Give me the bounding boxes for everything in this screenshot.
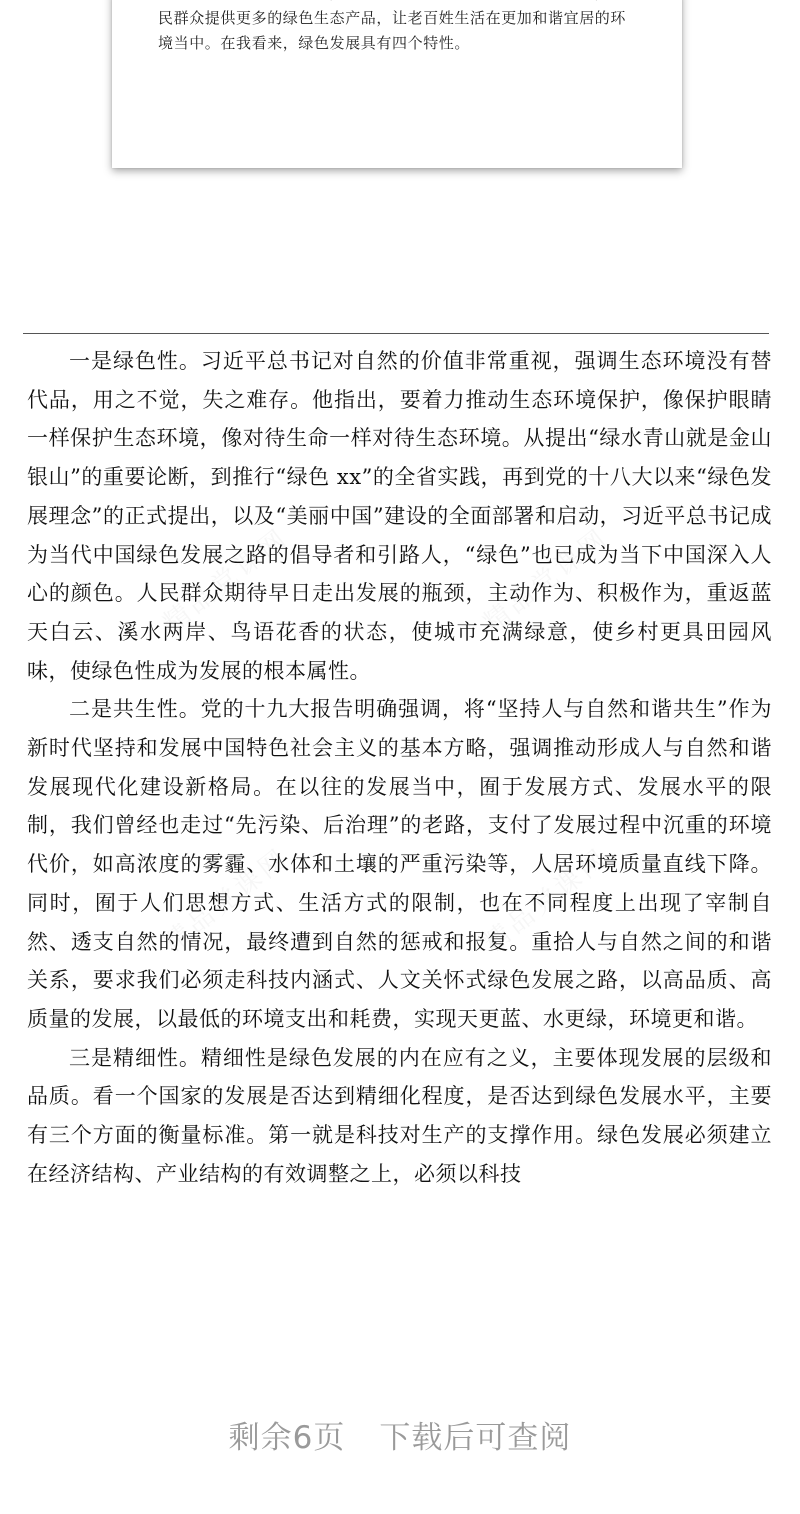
- paragraph-refinement: 三是精细性。精细性是绿色发展的内在应有之义，主要体现发展的层级和品质。看一个国家的发展是否达到精细化程度，是否达到绿色发展水平，主要有三个方面的衡量标准。第一就是科技对生产的支撑作用。绿色发展必须建立在经济结构、产业结构的有效调整之上，必须以科技: [27, 1045, 772, 1186]
- download-hint-label: 下载后可查阅: [379, 1420, 572, 1456]
- watermark-2: 精品党课网: [478, 522, 615, 639]
- watermark-1: 精品党课网: [158, 522, 295, 639]
- paragraph-symbiosis: 二是共生性。党的十九大报告明确强调，将“坚持人与自然和谐共生”作为新时代坚持和发展中国特色社会主义的基本方略，强调推动形成人与自然和谐发展现代化建设新格局。在以往的发展当中，囿于发展方式、发展水平的限制，我们曾经也走过“先污染、后治理”的老路，支付了发展过程中沉重的环境代价，如高浓度的雾霾、水体和土壤的严重污染等，人居环境质量直线下降。同时，囿于人们思想方式、生活方式的限制，也在不同程度上出现了宰制自然、透支自然的情况，最终遭到自然的惩戒和报复。重拾人与自然之间的和谐关系，要求我们必须走科技内涵式、人文关怀式绿色发展之路，以高品质、高质量的发展，以最低的环境支出和耗费，实现天更蓝、水更绿，环境更和谐。: [27, 697, 772, 1031]
- page-divider: [23, 333, 769, 334]
- remaining-pages-label: 剩余6页: [228, 1420, 346, 1456]
- previous-page-preview: [112, 0, 682, 168]
- watermark-4: 精品党课网: [478, 842, 615, 959]
- watermark-3: 精品党课网: [158, 842, 295, 959]
- download-prompt[interactable]: [0, 1412, 800, 1457]
- paragraph-greenness: 一是绿色性。习近平总书记对自然的价值非常重视，强调生态环境没有替代品，用之不觉，失之难存。他指出，要着力推动生态环境保护，像保护眼睛一样保护生态环境，像对待生命一样对待生态环境。从提出“绿水青山就是金山银山”的重要论断，到推行“绿色 xx”的全省实践，再到党的十八大以来“绿色发展理念”的正式提出，以及“美丽中国”建设的全面部署和启动，习近平总书记成为当代中国绿色发展之路的倡导者和引路人，“绿色”也已成为当下中国深入人心的颜色。人民群众期待早日走出发展的瓶颈，主动作为、积极作为，重返蓝天白云、溪水两岸、鸟语花香的状态，使城市充满绿意，使乡村更具田园风味，使绿色性成为发展的根本属性。: [27, 349, 772, 683]
- document-body: [27, 342, 772, 1193]
- preview-text: 民群众提供更多的绿色生态产品，让老百姓生活在更加和谐宜居的环 境当中。在我看来，绿色发展具有四个特性。: [158, 8, 627, 52]
